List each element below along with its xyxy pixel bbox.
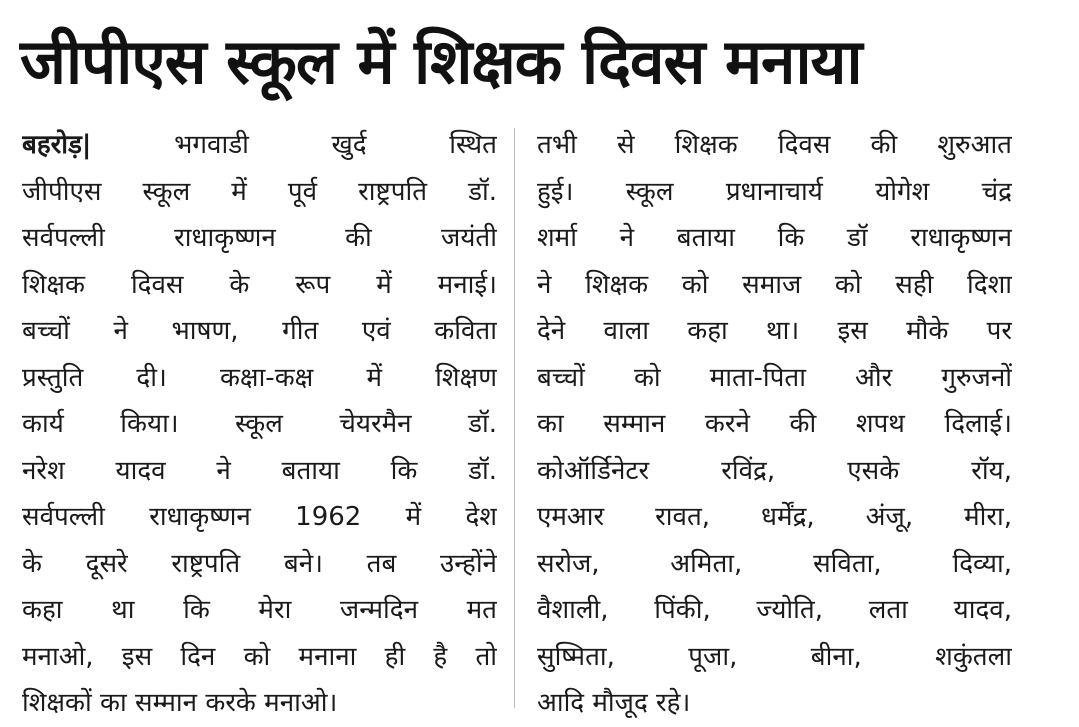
text-line: देने वाला कहा था। इस मौके पर (537, 316, 1012, 346)
text-line: सरोज, अमिता, सविता, दिव्या, (537, 548, 1012, 579)
text-line: सर्वपल्ली राधाकृष्णन 1962 में देश (22, 502, 497, 532)
text-line: ने शिक्षक को समाज को सही दिशा (537, 269, 1012, 300)
text-line: कोऑर्डिनेटर रविंद्र, एसके रॉय, (537, 455, 1012, 486)
dateline: बहरोड़| (22, 130, 92, 160)
right-column (537, 122, 1012, 727)
text-line: जीपीएस स्कूल में पूर्व राष्ट्रपति डॉ. (22, 176, 497, 207)
text-line: के दूसरे राष्ट्रपति बने। तब उन्होंने (22, 548, 497, 579)
text-line: तभी से शिक्षक दिवस की शुरुआत (537, 130, 1012, 160)
column-divider (514, 128, 515, 708)
text-line: वैशाली, पिंकी, ज्योति, लता यादव, (537, 595, 1012, 625)
text-line: सुष्मिता, पूजा, बीना, शकुंतला (537, 641, 1012, 672)
text-line-content: भगवाडी खुर्द स्थित (91, 130, 497, 160)
headline: जीपीएस स्कूल में शिक्षक दिवस मनाया (20, 25, 862, 98)
left-column (22, 122, 497, 727)
text-line: कहा था कि मेरा जन्मदिन मत (22, 595, 497, 625)
text-line: शर्मा ने बताया कि डॉ राधाकृष्णन (537, 223, 1012, 253)
text-line: कार्य किया। स्कूल चेयरमैन डॉ. (22, 409, 497, 439)
text-line: मनाओ, इस दिन को मनाना ही है तो (22, 641, 497, 672)
text-line: शिक्षकों का सम्मान करके मनाओ। (22, 688, 338, 718)
text-line: आदि मौजूद रहे। (537, 688, 691, 718)
text-line: का सम्मान करने की शपथ दिलाई। (537, 409, 1012, 439)
text-line: सर्वपल्ली राधाकृष्णन की जयंती (22, 223, 497, 253)
text-line: नरेश यादव ने बताया कि डॉ. (22, 455, 497, 486)
text-line: एमआर रावत, धर्मेंद्र, अंजू, मीरा, (537, 502, 1012, 532)
text-line: बच्चों ने भाषण, गीत एवं कविता (22, 316, 497, 346)
text-line: शिक्षक दिवस के रूप में मनाई। (22, 269, 497, 300)
text-line: प्रस्तुति दी। कक्षा-कक्ष में शिक्षण (22, 362, 497, 393)
text-line: बच्चों को माता-पिता और गुरुजनों (537, 362, 1012, 393)
text-line (22, 122, 497, 169)
text-line: हुई। स्कूल प्रधानाचार्य योगेश चंद्र (537, 176, 1012, 207)
